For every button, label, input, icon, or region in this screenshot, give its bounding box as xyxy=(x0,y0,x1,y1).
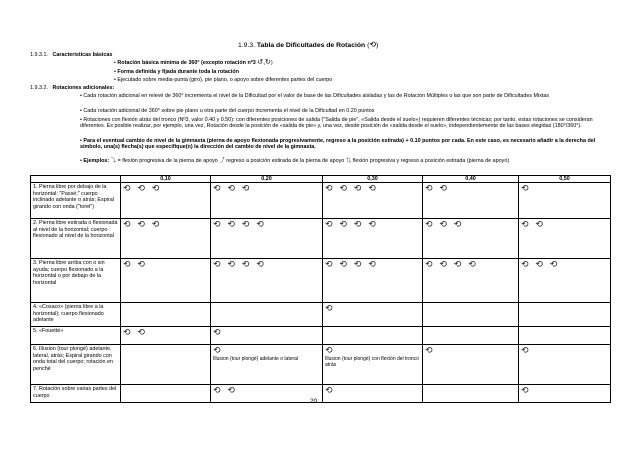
gymnast-figure-icon: ⟲ ⟲ xyxy=(213,386,237,397)
rotaciones-item-2: • Cada rotación adicional de 360° sobre pie plano u otra parte del cuerpo incrementa el nivel de la Dificultad en 0.20 puntos xyxy=(80,108,375,114)
page-number: 20 xyxy=(310,398,318,405)
row-label: 5. «Fouetté» xyxy=(31,327,121,345)
table-header: 0,20 xyxy=(211,176,323,183)
gymnast-figure-icon: ⟲ ⟲ ⟲ xyxy=(213,184,252,195)
gymnast-figure-icon: ⟲ xyxy=(521,346,531,357)
caract-heading: 1.9.3.1. Características básicas xyxy=(30,52,113,58)
rotaciones-heading: 1.9.3.2. Rotaciones adicionales: xyxy=(30,85,115,91)
caract-item-2: • Forma definida y fijada durante toda la rotación xyxy=(114,69,239,75)
table-row xyxy=(31,345,611,385)
table-header: 0,40 xyxy=(423,176,519,183)
row-label: 2. Pierna libre estirada o flexionada al nivel de la horizontal; cuerpo flexionado al nivel de la horizontal xyxy=(31,219,121,259)
illusion-note-a: Illusion (tour plongé) adelante o lateral xyxy=(213,356,299,363)
figure-stretch-icon: ⤴ xyxy=(219,158,225,164)
gymnast-figure-icon: ⟲ ⟲ xyxy=(123,328,147,339)
gymnast-figure-icon: ⟲ ⟲ xyxy=(521,220,545,231)
gymnast-figure-icon: ⟲ xyxy=(325,386,335,397)
table-row xyxy=(31,183,611,219)
row-label: 4. «Cosaco» (pierna libre a la horizontal); cuerpo flexionado adelante xyxy=(31,303,121,327)
gymnast-figure-icon: ⟲ ⟲ ⟲ ⟲ xyxy=(325,260,378,271)
gymnast-figure-icon: ⟲ ⟲ ⟲ xyxy=(123,220,162,231)
gymnast-figure-icon: ⟲ xyxy=(213,346,223,357)
rotaciones-item-4: • Para el eventual cambio de nivel de la gimnasta (pierna de apoyo flexionada progresivamente, regreso a la posición estirada) + 0.10 puntos por cada. En este caso, es necesario añadir a la derecha del símbolo, una(s) flecha(s) que especifique(n) la dirección del cambio de nivel de la gimnasta. xyxy=(80,138,596,151)
caract-item-3: • Ejecutado sobre media-punta (giro), pie plano, o apoyo sobre diferentes partes del cuerpo xyxy=(114,77,333,83)
rotaciones-item-1: • Cada rotación adicional en relevé de 360° incrementa el nivel de la Dificultad por el valor de base de las Dificultades aisladas y las de Rotación Múltiples o las que son parte de Dificultades Mixtas xyxy=(80,93,550,99)
turn-symbol-icon: ↺,↻ xyxy=(257,59,271,66)
table-row xyxy=(31,327,611,345)
gymnast-figure-icon: ⟲ ⟲ ⟲ ⟲ xyxy=(213,260,266,271)
gymnast-figure-icon: ⟲ ⟲ ⟲ xyxy=(521,260,560,271)
rotation-symbol-icon: ⟲ xyxy=(369,40,377,49)
table-row xyxy=(31,303,611,327)
gymnast-figure-icon: ⟲ ⟲ ⟲ ⟲ xyxy=(213,220,266,231)
table-row xyxy=(31,385,611,403)
figure-both-icon: ⇅ xyxy=(345,158,352,164)
gymnast-figure-icon: ⟲ xyxy=(325,304,335,315)
row-label: 1. Pierna libre por debajo de la horizontal: "Passé;" cuerpo inclinado adelante o atrás; Espiral girando con onda ("torel") xyxy=(31,183,121,219)
figure-flex-icon: ⤵ xyxy=(110,158,117,164)
table-header: 0,30 xyxy=(323,176,423,183)
gymnast-figure-icon: ⟲ ⟲ xyxy=(425,184,449,195)
section-number: 1.9.3. xyxy=(238,42,256,49)
gymnast-figure-icon: ⟲ ⟲ ⟲ xyxy=(123,184,162,195)
gymnast-figure-icon: ⟲ ⟲ xyxy=(123,260,147,271)
caract-item-1: • Rotación básica mínima de 360° (excepto rotación nº3 ↺,↻) xyxy=(114,59,273,66)
gymnast-figure-icon: ⟲ xyxy=(521,184,531,195)
row-label: 3. Pierna libre arriba con o sin ayuda; cuerpo flexionado a la horizontal o por debajo de la horizontal xyxy=(31,259,121,303)
gymnast-figure-icon: ⟲ xyxy=(213,328,223,339)
page-title: 1.9.3. Tabla de Dificultades de Rotación (⟲) xyxy=(238,40,379,49)
illusion-note-b: Illusion (tour plongé) con flexión del tronco atrás xyxy=(325,356,419,368)
gymnast-figure-icon: ⟲ xyxy=(521,386,531,397)
table-row xyxy=(31,259,611,303)
gymnast-figure-icon: ⟲ xyxy=(325,346,335,357)
gymnast-figure-icon: ⟲ ⟲ ⟲ ⟲ xyxy=(325,184,378,195)
table-row xyxy=(31,219,611,259)
table-header: 0,10 xyxy=(121,176,211,183)
ejemplos: • Ejemplos: ⤵ = flexión progresiva de la pierna de apoyo ⤴ regreso a posición estirada de la pierna de apoyo ⇅ flexión progresiva y regreso a posición estirada (pierna de apoyo) xyxy=(80,158,510,164)
section-title: Tabla de Dificultades de Rotación xyxy=(256,42,366,49)
rotaciones-item-3: • Rotaciones con flexión atrás del tronco (Nº3, valor 0.40 y 0.50): con diferentes posiciones de salida ("Salida de pie", «Salida desde el suelo») requieren diferentes técnicas; por tanto, estas rotaciones se consideran diferentes. Es posible realizar, por ejemplo, una vez, Rotación desde la posición de «salida de pie» y, una vez, desde posición de «salida desde el suelo», independientemente de las bases elegidas (180°/360°). xyxy=(80,117,593,130)
row-label: 7. Rotación sobre varias partes del cuerpo xyxy=(31,385,121,403)
gymnast-figure-icon: ⟲ ⟲ ⟲ xyxy=(425,220,464,231)
rotation-table xyxy=(30,175,611,403)
table-header: 0,50 xyxy=(519,176,611,183)
gymnast-figure-icon: ⟲ xyxy=(425,346,435,357)
row-label: 6. Illusion (tour plongé) adelante, lateral, atrás; Espiral girando con onda total del cuerpo; rotación en penché xyxy=(31,345,121,385)
gymnast-figure-icon: ⟲ ⟲ ⟲ ⟲ xyxy=(425,260,478,271)
table-header-row xyxy=(31,176,611,183)
table-header xyxy=(31,176,121,183)
gymnast-figure-icon: ⟲ ⟲ ⟲ ⟲ xyxy=(325,220,378,231)
